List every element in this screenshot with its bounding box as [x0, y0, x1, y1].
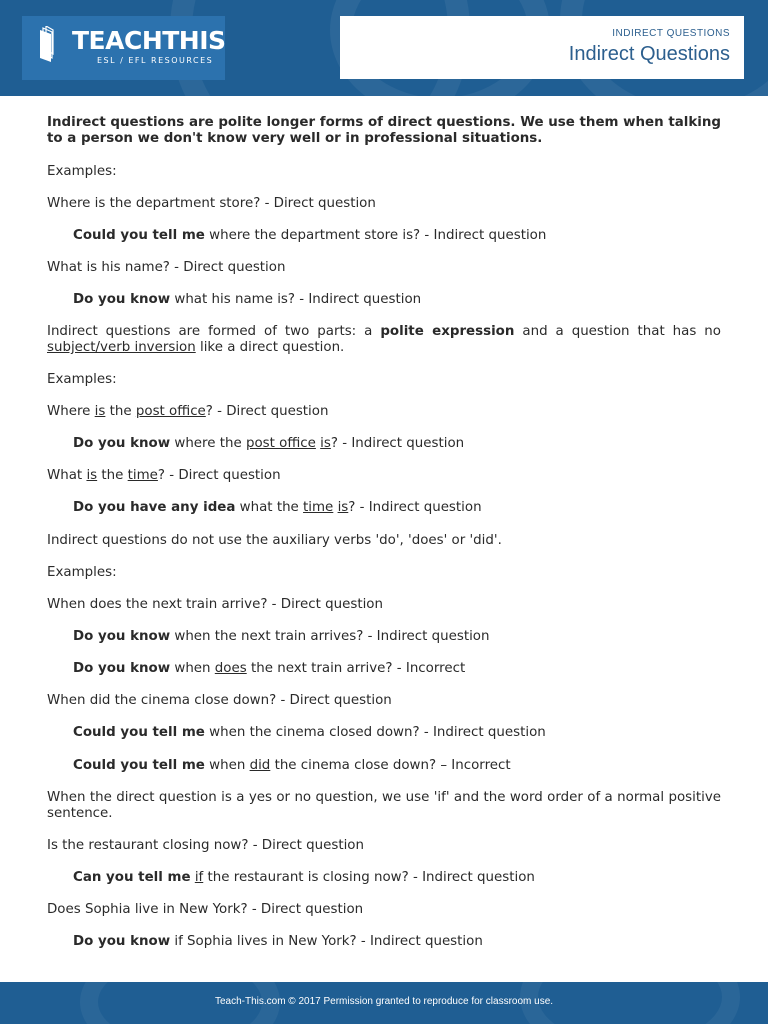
- verb-underline: is: [337, 500, 349, 515]
- example-incorrect: [73, 758, 721, 774]
- rule-paragraph: Indirect questions do not use the auxiliary verbs 'do', 'does' or 'did'.: [47, 533, 502, 548]
- subject-underline: post office: [245, 436, 316, 451]
- example-incorrect: [73, 661, 721, 677]
- example-text: when the cinema closed down? - Indirect question: [204, 725, 546, 740]
- example-text: What: [47, 468, 87, 483]
- example-direct: Does Sophia live in New York? - Direct question: [47, 902, 364, 917]
- example-text: if Sophia lives in New York? - Indirect question: [170, 934, 483, 949]
- subject-underline: post office: [135, 404, 206, 419]
- book-icon: [36, 26, 66, 64]
- example-text: where the: [170, 436, 246, 451]
- polite-expression: Do you have any idea: [73, 500, 236, 515]
- example-direct: Where is the department store? - Direct question: [47, 196, 376, 211]
- page-title: Indirect Questions: [568, 43, 730, 65]
- teachthis-logo: [22, 16, 225, 80]
- example-indirect: [73, 436, 721, 452]
- example-text: ? - Indirect question: [330, 436, 465, 451]
- polite-expression: Do you know: [73, 934, 171, 949]
- example-text: the: [97, 468, 128, 483]
- example-direct: [47, 468, 721, 484]
- subject-underline: time: [127, 468, 158, 483]
- example-indirect: [73, 725, 721, 741]
- auxiliary-underline: did: [249, 758, 271, 773]
- example-text: when: [170, 661, 215, 676]
- example-text: when the next train arrives? - Indirect question: [170, 629, 490, 644]
- example-indirect: [73, 934, 721, 950]
- examples-label: Examples:: [47, 164, 117, 179]
- example-text: ? - Direct question: [205, 404, 329, 419]
- example-text: the restaurant is closing now? - Indirect question: [203, 870, 535, 885]
- polite-expression: Could you tell me: [73, 228, 205, 243]
- example-text: the: [105, 404, 136, 419]
- auxiliary-underline: does: [214, 661, 247, 676]
- rule-paragraph: When the direct question is a yes or no question, we use 'if' and the word order of a normal positive sentence.: [47, 790, 721, 821]
- polite-expression: Do you know: [73, 436, 171, 451]
- verb-underline: is: [320, 436, 331, 451]
- example-direct: When did the cinema close down? - Direct question: [47, 693, 392, 708]
- page-footer: [0, 982, 768, 1024]
- rule-paragraph: [47, 324, 721, 356]
- polite-expression: Could you tell me: [73, 758, 205, 773]
- verb-underline: is: [94, 404, 106, 419]
- example-indirect: [73, 292, 721, 308]
- example-text: Where: [47, 404, 95, 419]
- example-text: what his name is? - Indirect question: [170, 292, 422, 307]
- polite-expression: Do you know: [73, 629, 171, 644]
- example-direct: When does the next train arrive? - Direct question: [47, 597, 383, 612]
- rule-underline: subject/verb inversion: [47, 340, 196, 355]
- rule-emphasis: polite expression: [380, 324, 515, 339]
- logo-title: TEACHTHIS: [72, 26, 226, 55]
- example-indirect: [73, 870, 721, 886]
- if-underline: if: [194, 870, 204, 885]
- example-indirect: [73, 228, 721, 244]
- polite-expression: Can you tell me: [73, 870, 191, 885]
- title-box: [340, 16, 744, 79]
- polite-expression: Could you tell me: [73, 725, 205, 740]
- example-text: when: [204, 758, 250, 773]
- examples-label: Examples:: [47, 565, 117, 580]
- example-text: ? - Indirect question: [348, 500, 482, 515]
- verb-underline: is: [86, 468, 98, 483]
- rule-text: like a direct question.: [195, 340, 345, 355]
- rule-text: and a question that has no: [514, 324, 721, 339]
- polite-expression: Do you know: [73, 292, 171, 307]
- example-indirect: [73, 629, 721, 645]
- category-label: INDIRECT QUESTIONS: [612, 28, 730, 39]
- example-text: the cinema close down? – Incorrect: [270, 758, 511, 773]
- intro-paragraph: Indirect questions are polite longer forms of direct questions. We use them when talking to a person we don't know very well or in professional situations.: [47, 115, 721, 146]
- example-text: the next train arrive? - Incorrect: [246, 661, 466, 676]
- example-text: ? - Direct question: [157, 468, 281, 483]
- copyright-text: Teach-This.com © 2017 Permission granted to reproduce for classroom use.: [214, 996, 554, 1007]
- example-text: what the: [235, 500, 304, 515]
- example-direct: Is the restaurant closing now? - Direct question: [47, 838, 364, 853]
- rule-text: Indirect questions are formed of two parts: a: [47, 324, 381, 339]
- example-direct: [47, 404, 721, 420]
- polite-expression: Do you know: [73, 661, 171, 676]
- example-indirect: [73, 500, 721, 516]
- logo-subtitle: ESL / EFL RESOURCES: [97, 56, 214, 65]
- example-direct: What is his name? - Direct question: [47, 260, 286, 275]
- examples-label: Examples:: [47, 372, 117, 387]
- example-text: where the department store is? - Indirect question: [204, 228, 547, 243]
- page-header: [0, 0, 768, 96]
- subject-underline: time: [303, 500, 334, 515]
